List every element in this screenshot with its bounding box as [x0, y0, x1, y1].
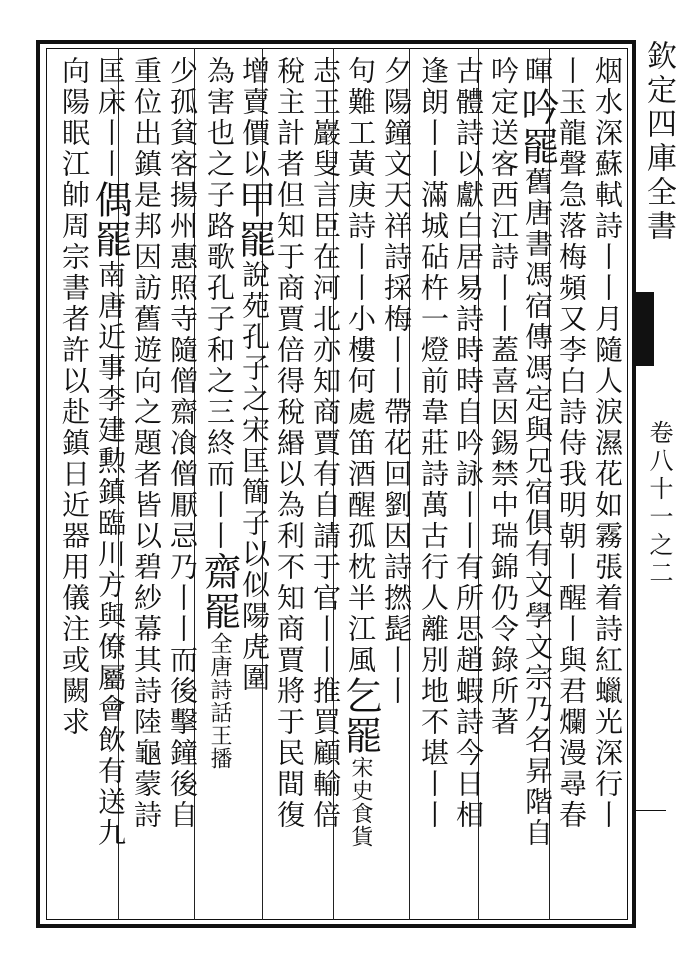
volume-label: 卷八十一之二	[645, 420, 673, 588]
column-text: 向陽眠	[58, 56, 91, 149]
column-text: 舊唐書馮宿傳馮定與兄宿俱有文學文宗乃名昇階自	[521, 167, 554, 849]
column-text: 古體詩以獻白居易詩時時自吟詠丨丨有所思趙蝦詩今日相	[452, 56, 485, 831]
column-text: 為害也	[203, 56, 236, 149]
column-text: 志王巖叟言臣在河北亦知商賈有自請于官丨丨推買顧輸倍	[309, 56, 342, 831]
entry-heading: 偶罷	[88, 180, 132, 260]
source-citation: 全唐詩話王播	[207, 632, 232, 770]
entry-heading: 甲罷	[232, 180, 276, 260]
column-text: 少孤貧客揚州惠照寺隨僧齋飡僧厭忌乃丨丨而後擊鐘後自	[166, 56, 199, 831]
text-column	[51, 56, 97, 914]
fish-tail-mark	[636, 292, 654, 366]
column-text: 逢朗丨丨滿城砧杵一燈前韋莊詩萬古行人離別地不堪丨丨	[417, 56, 450, 831]
book-title: 欽定四庫全書	[641, 40, 676, 244]
column-text: 說苑孔子之宋匡簡子以似陽虎圍	[238, 260, 271, 694]
column-text: 句難工黃庚詩丨丨小樓何處笛酒醒孤枕半江風	[344, 56, 377, 676]
column-text: 吟定送客西江詩丨丨蓋喜因錫禁中瑞錦仍令錄所著	[487, 56, 520, 738]
column-text: 匡床丨丨	[94, 56, 127, 180]
entry-heading: 乞罷	[338, 676, 382, 756]
column-text: 夕陽鐘文天祥詩採梅丨丨帶花回劉因詩撚髭丨丨	[380, 56, 413, 707]
column-text: 稅主計者但知于商賈倍得稅緡以為利不知商賈將于民間復	[273, 56, 306, 831]
column-text: 重位出鎮是邦因訪舊遊向之題者皆以碧紗幕其詩陸龜蒙詩	[130, 56, 163, 831]
margin-rule	[636, 810, 666, 811]
page-margin	[636, 40, 680, 928]
column-text: 烟水深蘇軾詩丨丨月隨人淚濕花如霧張着詩紅蠟光深行丨	[591, 56, 624, 831]
column-text: 江帥周宗書者許以赴鎮日近器用儀注或闕求	[58, 149, 91, 738]
entry-heading: 齋罷	[197, 552, 241, 632]
column-text: 暉	[521, 56, 554, 87]
column-text: 南唐近事李建勲鎮臨川方與僚屬會飲有送九	[94, 260, 127, 849]
column-text: 增賣價以	[238, 56, 271, 180]
column-text: 之子路歌孔子和之三終而丨丨	[203, 149, 236, 552]
source-citation: 宋史食貨	[348, 756, 373, 848]
column-text: 丨玉龍聲急落梅頻又李白詩侍我明朝丨醒丨與君爛漫尋春	[555, 56, 588, 831]
entry-heading: 吟罷	[515, 87, 559, 167]
